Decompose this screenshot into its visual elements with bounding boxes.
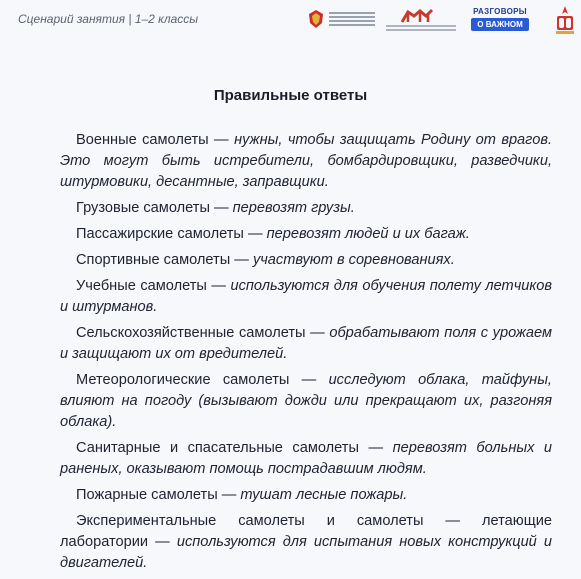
answer-cargo (60, 198, 552, 219)
answer-training (60, 276, 552, 318)
answer-description: исследуют облака, тайфуны, влияют на погоду (вызывают дожди или прекращают их, разгоняя облака). (60, 372, 552, 430)
horse-logo (386, 8, 456, 34)
answer-passenger (60, 224, 552, 245)
answer-description: нужны, чтобы защищать Родину от врагов. Это могут быть истребители, бомбардировщики, разведчики, штурмовики, десантные, заправщики. (60, 132, 552, 190)
answer-description: перевозят больных и раненых, оказывают помощь пострадавшим людям. (60, 440, 552, 477)
answer-description: используются для обучения полету летчиков и штурманов. (60, 278, 552, 315)
answer-term: Экспериментальные самолеты и самолеты — летающие лаборатории — (60, 513, 552, 550)
horse-logo-text-lines (386, 25, 456, 33)
answer-term: Пассажирские самолеты — (76, 226, 267, 242)
answer-description: обрабатывают поля с урожаем и защищают их от вредителей. (60, 325, 552, 362)
answer-medical-rescue (60, 438, 552, 480)
answer-description: тушат лесные пожары. (240, 487, 408, 503)
razgovory-logo (469, 7, 531, 33)
ministry-text-lines (329, 12, 375, 28)
answer-term: Военные самолеты — (76, 132, 235, 148)
eagle-emblem-icon (306, 8, 326, 30)
answer-term: Спортивные самолеты — (76, 252, 253, 268)
answer-description: участвуют в соревнованиях. (252, 252, 455, 268)
answer-term: Метеорологические самолеты — (76, 372, 329, 388)
lesson-title: Сценарий занятия | 1–2 классы (18, 12, 199, 26)
answer-sport (60, 250, 552, 271)
answer-description: перевозят людей и их багаж. (266, 226, 470, 242)
ministry-emblem-logo (306, 7, 376, 33)
answer-experimental (60, 511, 552, 574)
answer-firefighting (60, 485, 552, 506)
80-anniversary-logo (553, 4, 577, 36)
horse-icon (400, 8, 436, 24)
answer-description: используются для испытания новых конструкций и двигателей. (60, 534, 552, 571)
answer-meteorological (60, 370, 552, 433)
page-title: Правильные ответы (213, 87, 368, 104)
answers-list (60, 130, 552, 579)
answer-term: Грузовые самолеты — (76, 200, 233, 216)
answer-term: Санитарные и спасательные самолеты — (76, 440, 393, 456)
answer-agricultural (60, 323, 552, 365)
answer-term: Учебные самолеты — (76, 278, 231, 294)
answer-military (60, 130, 552, 193)
answer-term: Сельскохозяйственные самолеты — (76, 325, 330, 341)
razgovory-line1: РАЗГОВОРЫ (473, 7, 527, 16)
answer-term: Пожарные самолеты — (76, 487, 241, 503)
anniversary-icon (553, 4, 577, 36)
answer-description: перевозят грузы. (232, 200, 355, 216)
page-header (0, 0, 581, 40)
razgovory-line2: О ВАЖНОМ (471, 18, 529, 31)
